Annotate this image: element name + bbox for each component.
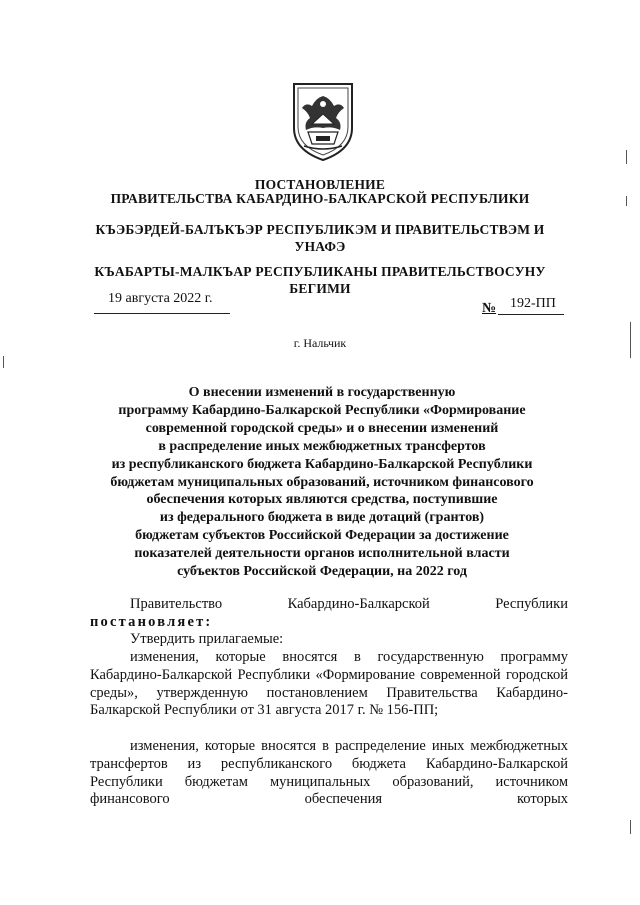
number-label: № — [482, 301, 497, 316]
title-line: из республиканского бюджета Кабардино-Балкарской Республики — [111, 456, 533, 472]
scan-edge-mark — [626, 150, 627, 164]
scan-edge-mark — [630, 322, 631, 358]
scan-edge-mark — [626, 196, 627, 206]
scan-edge-mark — [630, 820, 631, 834]
intro-subject: Правительство Кабардино-Балкарской Республики — [130, 596, 568, 612]
title-line: субъектов Российской Федерации, на 2022 год — [177, 564, 467, 580]
approve-paragraph: Утвердить прилагаемые: — [130, 631, 284, 647]
title-line: бюджетам субъектов Российской Федерации за достижение — [135, 528, 509, 544]
title-line: показателей деятельности органов исполнительной власти — [134, 546, 510, 562]
title-line: О внесении изменений в государственную — [188, 385, 456, 400]
title-line: обеспечения которых являются средства, поступившие — [146, 492, 498, 508]
approved-item-2: изменения, которые вносятся в распределение иных межбюджетных трансфертов из республиканского бюджета Кабардино-Балкарской Республики бюджетам муниципальных образований, источником финансового обеспечения которых — [90, 738, 568, 808]
issuer-heading-krc: КЪАБАРТЫ-МАЛКЪАР РЕСПУБЛИКАНЫ ПРАВИТЕЛЬСТВОСУНУ БЕГИМИ — [94, 264, 546, 296]
document-date: 19 августа 2022 г. — [108, 291, 213, 306]
number-underline — [498, 314, 564, 315]
approved-item-1: изменения, которые вносятся в государственную программу Кабардино-Балкарской Республики «Формирование современной городской среды», утвержденную постановлением Правительства Кабардино-Балкарской Республики от 31 августа 2017 г. № 156-ПП; — [90, 649, 568, 719]
document-type-heading: ПОСТАНОВЛЕНИЕ — [254, 177, 386, 192]
intro-paragraph — [90, 596, 568, 632]
intro-verb: постановляет: — [90, 613, 213, 630]
issuer-heading-kbd: КЪЭБЭРДЕЙ-БАЛЪКЪЭР РЕСПУБЛИКЭМ И ПРАВИТЕЛЬСТВЭМ И УНАФЭ — [95, 222, 545, 254]
document-number: 192-ПП — [510, 296, 556, 311]
title-line: современной городской среды» и о внесении изменений — [145, 420, 499, 436]
issue-city: г. Нальчик — [293, 336, 347, 350]
coat-of-arms-icon — [286, 78, 360, 164]
date-underline — [94, 313, 230, 314]
title-line: бюджетам муниципальных образований, источником финансового — [110, 474, 534, 490]
title-line: программу Кабардино-Балкарской Республики «Формирование — [118, 402, 526, 418]
scan-edge-mark — [3, 356, 4, 368]
title-line: в распределение иных межбюджетных трансфертов — [158, 438, 486, 454]
document-title — [90, 384, 554, 581]
title-line: из федерального бюджета в виде дотаций (грантов) — [159, 510, 485, 526]
issuer-heading-ru: ПРАВИТЕЛЬСТВА КАБАРДИНО-БАЛКАРСКОЙ РЕСПУБЛИКИ — [110, 191, 530, 206]
